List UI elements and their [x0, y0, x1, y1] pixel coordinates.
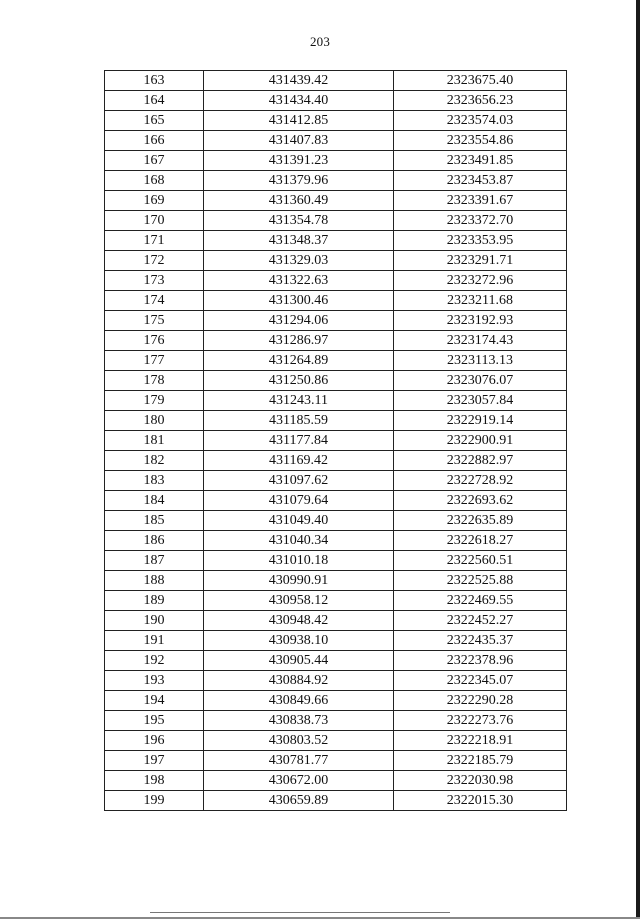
x-coordinate-cell: 431329.03 — [204, 251, 394, 271]
y-coordinate-cell: 2323272.96 — [394, 271, 567, 291]
x-coordinate-cell: 431407.83 — [204, 131, 394, 151]
point-number-cell: 181 — [105, 431, 204, 451]
point-number-cell: 187 — [105, 551, 204, 571]
table-row — [105, 211, 567, 231]
x-coordinate-cell: 431322.63 — [204, 271, 394, 291]
x-coordinate-cell: 430905.44 — [204, 651, 394, 671]
scan-edge-right — [636, 0, 640, 919]
point-number-cell: 176 — [105, 331, 204, 351]
table-row — [105, 291, 567, 311]
table-row — [105, 131, 567, 151]
y-coordinate-cell: 2322345.07 — [394, 671, 567, 691]
x-coordinate-cell: 431049.40 — [204, 511, 394, 531]
x-coordinate-cell: 431079.64 — [204, 491, 394, 511]
point-number-cell: 169 — [105, 191, 204, 211]
point-number-cell: 196 — [105, 731, 204, 751]
table-row — [105, 311, 567, 331]
point-number-cell: 177 — [105, 351, 204, 371]
x-coordinate-cell: 431300.46 — [204, 291, 394, 311]
point-number-cell: 184 — [105, 491, 204, 511]
table-row — [105, 591, 567, 611]
x-coordinate-cell: 431177.84 — [204, 431, 394, 451]
x-coordinate-cell: 430948.42 — [204, 611, 394, 631]
coordinates-table — [104, 70, 567, 811]
table-row — [105, 711, 567, 731]
x-coordinate-cell: 431169.42 — [204, 451, 394, 471]
point-number-cell: 199 — [105, 791, 204, 811]
y-coordinate-cell: 2322919.14 — [394, 411, 567, 431]
x-coordinate-cell: 431354.78 — [204, 211, 394, 231]
y-coordinate-cell: 2323453.87 — [394, 171, 567, 191]
x-coordinate-cell: 430884.92 — [204, 671, 394, 691]
y-coordinate-cell: 2322728.92 — [394, 471, 567, 491]
table-row — [105, 631, 567, 651]
x-coordinate-cell: 431412.85 — [204, 111, 394, 131]
y-coordinate-cell: 2322900.91 — [394, 431, 567, 451]
table-row — [105, 411, 567, 431]
y-coordinate-cell: 2323353.95 — [394, 231, 567, 251]
table-row — [105, 471, 567, 491]
table-row — [105, 451, 567, 471]
point-number-cell: 190 — [105, 611, 204, 631]
point-number-cell: 182 — [105, 451, 204, 471]
x-coordinate-cell: 430659.89 — [204, 791, 394, 811]
table-row — [105, 351, 567, 371]
x-coordinate-cell: 431348.37 — [204, 231, 394, 251]
y-coordinate-cell: 2322185.79 — [394, 751, 567, 771]
x-coordinate-cell: 431379.96 — [204, 171, 394, 191]
coordinates-table-body — [105, 71, 567, 811]
table-row — [105, 371, 567, 391]
x-coordinate-cell: 431294.06 — [204, 311, 394, 331]
table-row — [105, 551, 567, 571]
table-row — [105, 511, 567, 531]
point-number-cell: 197 — [105, 751, 204, 771]
y-coordinate-cell: 2322525.88 — [394, 571, 567, 591]
point-number-cell: 192 — [105, 651, 204, 671]
y-coordinate-cell: 2322015.30 — [394, 791, 567, 811]
point-number-cell: 183 — [105, 471, 204, 491]
y-coordinate-cell: 2323574.03 — [394, 111, 567, 131]
point-number-cell: 191 — [105, 631, 204, 651]
table-row — [105, 111, 567, 131]
x-coordinate-cell: 431264.89 — [204, 351, 394, 371]
table-row — [105, 431, 567, 451]
y-coordinate-cell: 2323491.85 — [394, 151, 567, 171]
x-coordinate-cell: 431360.49 — [204, 191, 394, 211]
point-number-cell: 193 — [105, 671, 204, 691]
x-coordinate-cell: 430672.00 — [204, 771, 394, 791]
table-row — [105, 611, 567, 631]
x-coordinate-cell: 430990.91 — [204, 571, 394, 591]
y-coordinate-cell: 2322290.28 — [394, 691, 567, 711]
x-coordinate-cell: 430803.52 — [204, 731, 394, 751]
y-coordinate-cell: 2323076.07 — [394, 371, 567, 391]
table-row — [105, 791, 567, 811]
table-row — [105, 271, 567, 291]
x-coordinate-cell: 431391.23 — [204, 151, 394, 171]
y-coordinate-cell: 2322469.55 — [394, 591, 567, 611]
point-number-cell: 198 — [105, 771, 204, 791]
point-number-cell: 185 — [105, 511, 204, 531]
point-number-cell: 175 — [105, 311, 204, 331]
y-coordinate-cell: 2322435.37 — [394, 631, 567, 651]
y-coordinate-cell: 2322693.62 — [394, 491, 567, 511]
x-coordinate-cell: 430958.12 — [204, 591, 394, 611]
y-coordinate-cell: 2323192.93 — [394, 311, 567, 331]
point-number-cell: 173 — [105, 271, 204, 291]
y-coordinate-cell: 2323057.84 — [394, 391, 567, 411]
x-coordinate-cell: 431185.59 — [204, 411, 394, 431]
y-coordinate-cell: 2322273.76 — [394, 711, 567, 731]
table-row — [105, 391, 567, 411]
table-row — [105, 71, 567, 91]
point-number-cell: 166 — [105, 131, 204, 151]
y-coordinate-cell: 2322218.91 — [394, 731, 567, 751]
y-coordinate-cell: 2323211.68 — [394, 291, 567, 311]
table-row — [105, 751, 567, 771]
y-coordinate-cell: 2322635.89 — [394, 511, 567, 531]
point-number-cell: 163 — [105, 71, 204, 91]
x-coordinate-cell: 431010.18 — [204, 551, 394, 571]
y-coordinate-cell: 2323113.13 — [394, 351, 567, 371]
x-coordinate-cell: 431286.97 — [204, 331, 394, 351]
point-number-cell: 170 — [105, 211, 204, 231]
y-coordinate-cell: 2322378.96 — [394, 651, 567, 671]
table-row — [105, 91, 567, 111]
point-number-cell: 189 — [105, 591, 204, 611]
point-number-cell: 174 — [105, 291, 204, 311]
page-number: 203 — [309, 34, 331, 49]
table-row — [105, 571, 567, 591]
table-row — [105, 651, 567, 671]
point-number-cell: 194 — [105, 691, 204, 711]
point-number-cell: 179 — [105, 391, 204, 411]
table-row — [105, 331, 567, 351]
point-number-cell: 172 — [105, 251, 204, 271]
y-coordinate-cell: 2322030.98 — [394, 771, 567, 791]
table-row — [105, 191, 567, 211]
point-number-cell: 168 — [105, 171, 204, 191]
x-coordinate-cell: 431250.86 — [204, 371, 394, 391]
x-coordinate-cell: 430849.66 — [204, 691, 394, 711]
table-row — [105, 691, 567, 711]
y-coordinate-cell: 2323554.86 — [394, 131, 567, 151]
table-row — [105, 171, 567, 191]
y-coordinate-cell: 2322618.27 — [394, 531, 567, 551]
y-coordinate-cell: 2323291.71 — [394, 251, 567, 271]
y-coordinate-cell: 2322452.27 — [394, 611, 567, 631]
point-number-cell: 195 — [105, 711, 204, 731]
table-row — [105, 231, 567, 251]
y-coordinate-cell: 2322560.51 — [394, 551, 567, 571]
table-row — [105, 671, 567, 691]
point-number-cell: 164 — [105, 91, 204, 111]
point-number-cell: 180 — [105, 411, 204, 431]
point-number-cell: 165 — [105, 111, 204, 131]
x-coordinate-cell: 430838.73 — [204, 711, 394, 731]
x-coordinate-cell: 431097.62 — [204, 471, 394, 491]
table-row — [105, 731, 567, 751]
table-row — [105, 251, 567, 271]
x-coordinate-cell: 430938.10 — [204, 631, 394, 651]
point-number-cell: 186 — [105, 531, 204, 551]
table-row — [105, 151, 567, 171]
point-number-cell: 171 — [105, 231, 204, 251]
x-coordinate-cell: 431434.40 — [204, 91, 394, 111]
x-coordinate-cell: 430781.77 — [204, 751, 394, 771]
point-number-cell: 167 — [105, 151, 204, 171]
y-coordinate-cell: 2323675.40 — [394, 71, 567, 91]
table-row — [105, 531, 567, 551]
y-coordinate-cell: 2322882.97 — [394, 451, 567, 471]
bottom-rule — [150, 912, 450, 913]
point-number-cell: 188 — [105, 571, 204, 591]
y-coordinate-cell: 2323656.23 — [394, 91, 567, 111]
y-coordinate-cell: 2323391.67 — [394, 191, 567, 211]
x-coordinate-cell: 431040.34 — [204, 531, 394, 551]
y-coordinate-cell: 2323372.70 — [394, 211, 567, 231]
point-number-cell: 178 — [105, 371, 204, 391]
table-row — [105, 491, 567, 511]
x-coordinate-cell: 431439.42 — [204, 71, 394, 91]
table-row — [105, 771, 567, 791]
x-coordinate-cell: 431243.11 — [204, 391, 394, 411]
y-coordinate-cell: 2323174.43 — [394, 331, 567, 351]
